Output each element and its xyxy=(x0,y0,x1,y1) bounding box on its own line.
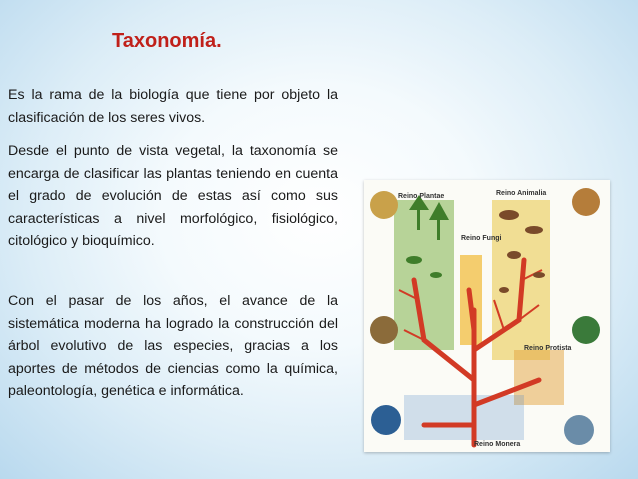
monera-thumbnail-2 xyxy=(564,415,594,445)
paragraph-evolution-tree: Con el pasar de los años, el avance de la sistemática moderna ha logrado la construcción del árbol evolutivo de las especies, gracias a los aportes de métodos de ciencias como la química, paleontología, genética e informática. xyxy=(8,293,338,399)
label-reino-fungi: Reino Fungi xyxy=(461,235,502,242)
monera-thumbnail xyxy=(371,405,401,435)
protista-thumbnail xyxy=(572,316,600,344)
plantae-thumbnail xyxy=(370,191,398,219)
label-reino-protista: Reino Protista xyxy=(524,345,572,352)
paragraph-definition: Es la rama de la biología que tiene por objeto la clasificación de los seres vivos. xyxy=(8,87,338,126)
label-reino-animalia: Reino Animalia xyxy=(496,190,547,197)
slide-title: Taxonomía. xyxy=(112,30,222,52)
fungi-thumbnail xyxy=(370,316,398,344)
label-reino-monera: Reino Monera xyxy=(474,441,521,448)
label-reino-plantae: Reino Plantae xyxy=(398,193,445,200)
monera-panel xyxy=(404,395,524,440)
evolutionary-tree-image xyxy=(364,180,610,452)
animalia-thumbnail xyxy=(572,188,600,216)
evolutionary-tree-graphic xyxy=(364,180,610,452)
paragraph-plant-view: Desde el punto de vista vegetal, la taxonomía se encarga de clasificar las plantas teniendo en cuenta el grado de evolución de estas así como sus características a nivel morfológico, fisiológico, citológico y bioquímico. xyxy=(8,143,338,249)
